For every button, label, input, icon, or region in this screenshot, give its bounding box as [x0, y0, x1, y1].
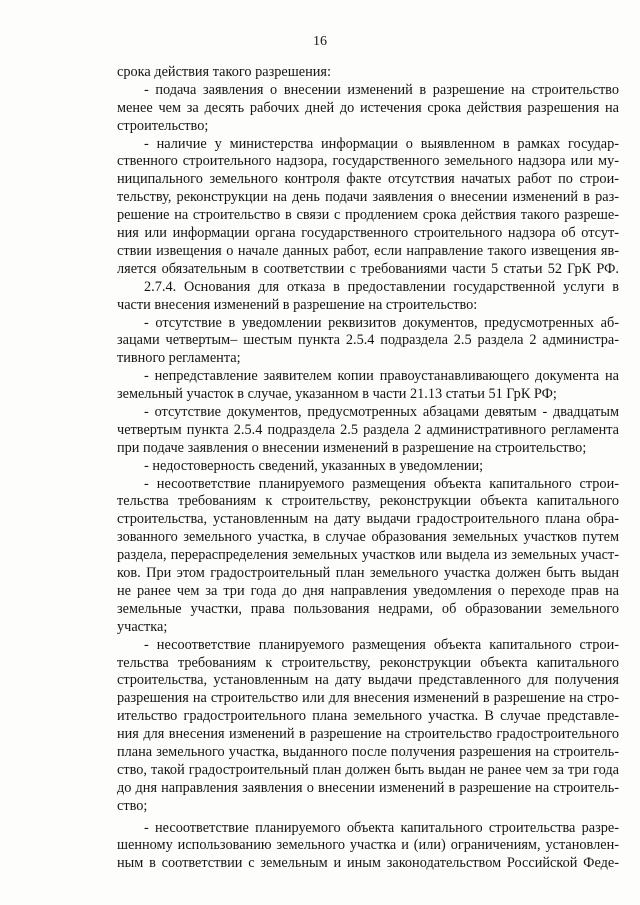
text-line: - несоответствие планируемого размещения объекта капитального строи- — [144, 636, 619, 653]
document-body — [117, 64, 619, 873]
text-line: тельства требованиям к строительству, реконструкции объекта капитального — [117, 493, 619, 510]
text-line: - отсутствие документов, предусмотренных абзацами девятым - двадцатым — [144, 404, 619, 420]
text-line: ным в соответствии с земельным и иным законодательством Российской Феде- — [117, 855, 619, 872]
text-line: ство; — [117, 797, 148, 814]
text-line: раздела, перераспределения земельных участков или выдела из земельных участ- — [117, 547, 619, 564]
text-line: ков. При этом градостроительный план земельного участка должен быть выдан — [117, 565, 619, 582]
text-line: тивного регламента; — [117, 350, 241, 367]
text-line: строительства, установленным на дату выдачи градостроительного плана обра- — [117, 511, 619, 528]
text-line: решение на строительство в связи с продлением срока действия такого разреше- — [117, 207, 619, 224]
text-line: ния или информации органа государственного строительного надзора об отсут- — [117, 225, 619, 242]
text-line: тельству, реконструкции на день подачи заявления о внесении изменений в раз- — [117, 189, 619, 206]
text-line: зованного земельного участка, в случае образования земельных участков путем — [117, 529, 619, 546]
text-line: шенному использованию земельного участка и (или) ограничениям, установлен- — [117, 837, 619, 854]
text-line: ниципального земельного контроля факте отсутствия начатых работ по строи- — [117, 171, 619, 188]
text-line: четвертым пункта 2.5.4 подраздела 2.5 раздела 2 административного регламента — [117, 421, 619, 438]
text-line: - несоответствие планируемого размещения объекта капитального строи- — [144, 475, 619, 492]
text-line: ствии извещения о начале данных работ, если направление такого извещения яв- — [117, 242, 619, 259]
text-line: ляется обязательным в соответствии с требованиями части 5 статьи 52 ГрК РФ. — [117, 260, 619, 277]
text-line: земельные участки, права пользования недрами, об образовании земельного — [117, 600, 619, 617]
text-line: зацами четвертым– шестым пункта 2.5.4 подраздела 2.5 раздела 2 администра- — [117, 332, 619, 349]
text-line: - наличие у министерства информации о выявленном в рамках государ- — [144, 135, 619, 152]
text-line: ительство градостроительного плана земельного участка. В случае представле- — [117, 708, 619, 725]
text-line: строительство; — [117, 117, 209, 134]
text-line: 2.7.4. Основания для отказа в предоставлении государственной услуги в — [144, 278, 619, 295]
text-line: части внесения изменений в разрешение на строительство: — [117, 296, 478, 313]
page-number: 16 — [313, 34, 327, 49]
text-line: - непредставление заявителем копии правоустанавливающего документа на — [144, 368, 619, 385]
text-line: - отсутствие в уведомлении реквизитов документов, предусмотренных аб- — [144, 314, 619, 331]
text-line: - подача заявления о внесении изменений в разрешение на строительство — [144, 81, 619, 98]
text-line: срока действия такого разрешения: — [117, 64, 331, 80]
text-line: земельный участок в случае, указанном в части 21.13 статьи 51 ГрК РФ; — [117, 386, 557, 403]
text-line: ственного строительного надзора, государственного земельного надзора или му- — [117, 153, 619, 170]
text-line: при подаче заявления о внесении изменений в разрешение на строительство; — [117, 439, 587, 456]
text-line: плана земельного участка, выданного после получения разрешения на строитель- — [117, 743, 619, 760]
text-line: ство, такой градостроительный план должен быть выдан не ранее чем за три года — [117, 761, 619, 778]
text-line: ния для внесения изменений в разрешение на строительство градостроительного — [117, 726, 619, 743]
text-line: - недостоверность сведений, указанных в уведомлении; — [144, 457, 484, 474]
text-line: тельства требованиям к строительству, реконструкции объекта капитального — [117, 654, 619, 671]
text-line: строительства, установленным на дату выдачи представленного для получения — [117, 672, 619, 689]
text-line: - несоответствие планируемого объекта капитального строительства разре- — [144, 819, 619, 836]
text-line: менее чем за десять рабочих дней до истечения срока действия разрешения на — [117, 99, 619, 116]
text-line: разрешения на строительство или для внесения изменений в разрешение на стро- — [117, 690, 619, 707]
text-line: участка; — [117, 618, 168, 635]
text-line: до дня направления заявления о внесении изменений в разрешение на строитель- — [117, 779, 619, 796]
text-line: не ранее чем за три года до дня направления уведомления о переходе прав на — [117, 582, 619, 599]
